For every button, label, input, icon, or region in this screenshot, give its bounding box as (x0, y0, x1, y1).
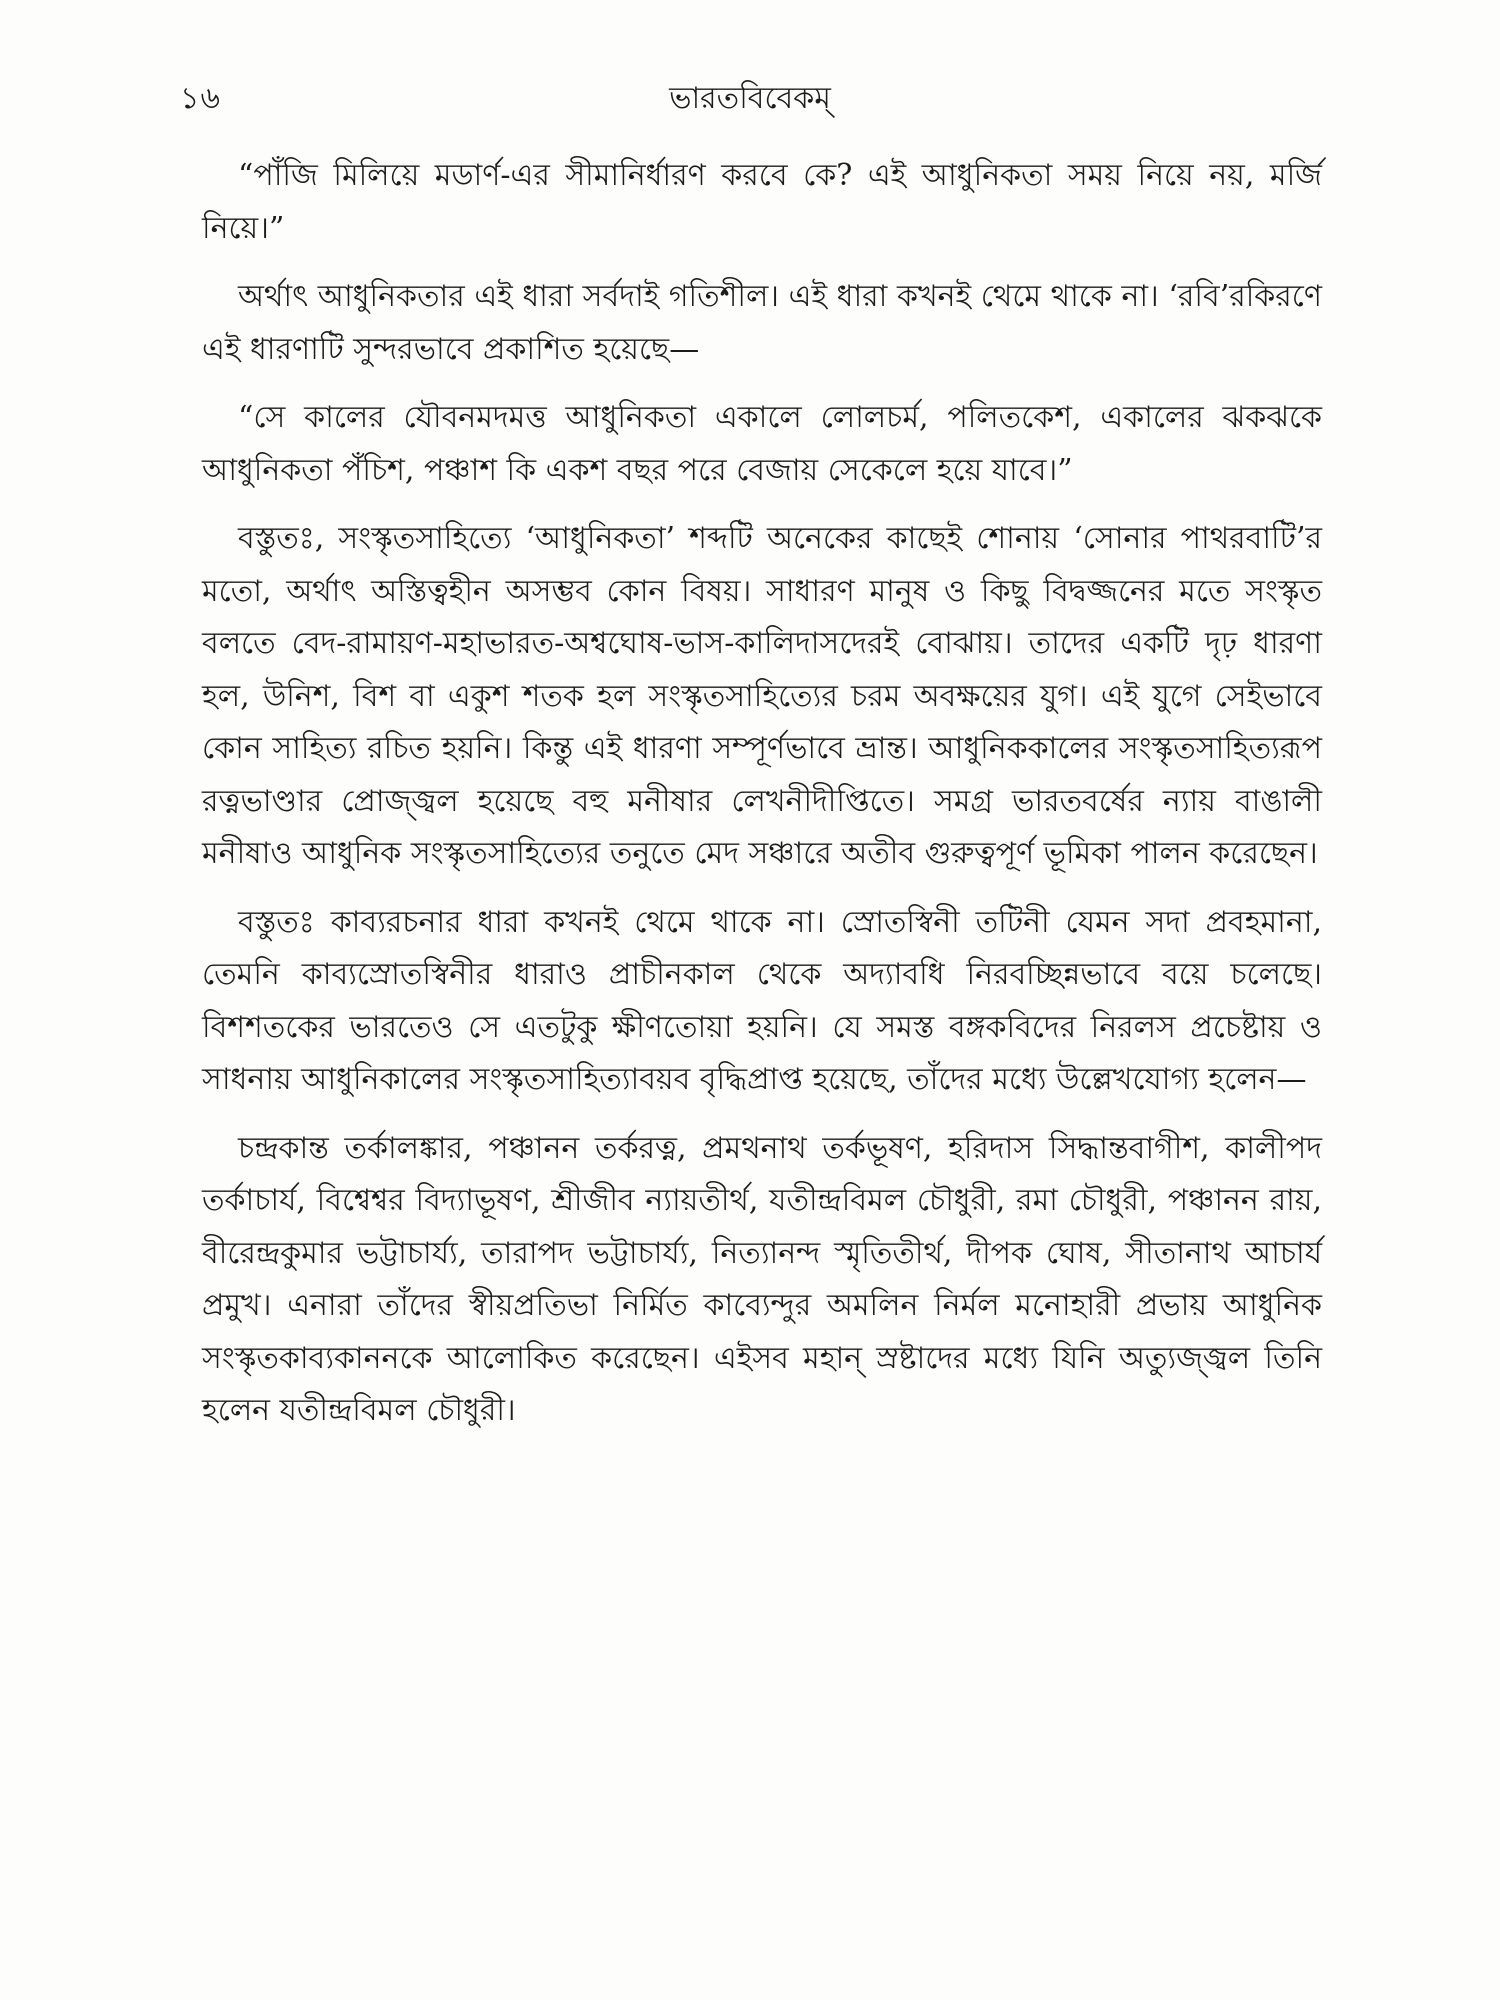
paragraph-2: অর্থাৎ আধুনিকতার এই ধারা সর্বদাই গতিশীল। এই ধারা কখনই থেমে থাকে না। ‘রবি’রকিরণে এই ধারণাটি সুন্দরভাবে প্রকাশিত হয়েছে— (202, 279, 1322, 367)
page-header (180, 70, 1320, 130)
quote-paragraph-3: “সে কালের যৌবনমদমত্ত আধুনিকতা একালে লোলচর্ম, পলিতকেশ, একালের ঝকঝকে আধুনিকতা পঁচিশ, পঞ্চাশ কি একশ বছর পরে বেজায় সেকেলে হয়ে যাবে।” (202, 400, 1322, 488)
quote-paragraph-1: “পাঁজি মিলিয়ে মডার্ণ-এর সীমানির্ধারণ করবে কে? এই আধুনিকতা সময় নিয়ে নয়, মর্জি নিয়ে।” (202, 158, 1322, 246)
body-text (202, 150, 1322, 1438)
running-title: ভারতবিবেকম্ (669, 81, 831, 116)
paragraph-5: বস্তুতঃ কাব্যরচনার ধারা কখনই থেমে থাকে না। স্রোতস্বিনী তটিনী যেমন সদা প্রবহমানা, তেমনি কাব্যস্রোতস্বিনীর ধারাও প্রাচীনকাল থেকে অদ্যাবধি নিরবচ্ছিন্নভাবে বয়ে চলেছে। বিশশতকের ভারতেও সে এতটুকু ক্ষীণতোয়া হয়নি। যে সমস্ত বঙ্গকবিদের নিরলস প্রচেষ্টায় ও সাধনায় আধুনিকালের সংস্কৃতসাহিত্যাবয়ব বৃদ্ধিপ্রাপ্ত হয়েছে, তাঁদের মধ্যে উল্লেখযোগ্য হলেন— (202, 904, 1322, 1097)
page-number: ১৬ (180, 81, 221, 116)
paragraph-6: চন্দ্রকান্ত তর্কালঙ্কার, পঞ্চানন তর্করত্ন, প্রমথনাথ তর্কভূষণ, হরিদাস সিদ্ধান্তবাগীশ, কালীপদ তর্কাচার্য, বিশ্বেশ্বর বিদ্যাভূষণ, শ্রীজীব ন্যায়তীর্থ, যতীন্দ্রবিমল চৌধুরী, রমা চৌধুরী, পঞ্চানন রায়, বীরেন্দ্রকুমার ভট্টাচার্য্য, তারাপদ ভট্টাচার্য্য, নিত্যানন্দ স্মৃতিতীর্থ, দীপক ঘোষ, সীতানাথ আচার্য প্রমুখ। এনারা তাঁদের স্বীয়প্রতিভা নির্মিত কাব্যেন্দুর অমলিন নির্মল মনোহারী প্রভায় আধুনিক সংস্কৃতকাব্যকাননকে আলোকিত করেছেন। এইসব মহান্ স্রষ্টাদের মধ্যে যিনি অত্যুজ্জ্বল তিনি হলেন যতীন্দ্রবিমল চৌধুরী। (202, 1130, 1322, 1428)
paragraph-4: বস্তুতঃ, সংস্কৃতসাহিত্যে ‘আধুনিকতা’ শব্দটি অনেকের কাছেই শোনায় ‘সোনার পাথরবাটি’র মতো, অর্থাৎ অস্তিত্বহীন অসম্ভব কোন বিষয়। সাধারণ মানুষ ও কিছু বিদ্বজ্জনের মতে সংস্কৃত বলতে বেদ-রামায়ণ-মহাভারত-অশ্বঘোষ-ভাস-কালিদাসদেরই বোঝায়। তাদের একটি দৃঢ় ধারণা হল, উনিশ, বিশ বা একুশ শতক হল সংস্কৃতসাহিত্যের চরম অবক্ষয়ের যুগ। এই যুগে সেইভাবে কোন সাহিত্য রচিত হয়নি। কিন্তু এই ধারণা সম্পূর্ণভাবে ভ্রান্ত। আধুনিককালের সংস্কৃতসাহিত্যরূপ রত্নভাণ্ডার প্রোজ্জ্বল হয়েছে বহু মনীষার লেখনীদীপ্তিতে। সমগ্র ভারতবর্ষের ন্যায় বাঙালী মনীষাও আধুনিক সংস্কৃতসাহিত্যের তনুতে মেদ সঞ্চারে অতীব গুরুত্বপূর্ণ ভূমিকা পালন করেছেন। (202, 521, 1322, 871)
